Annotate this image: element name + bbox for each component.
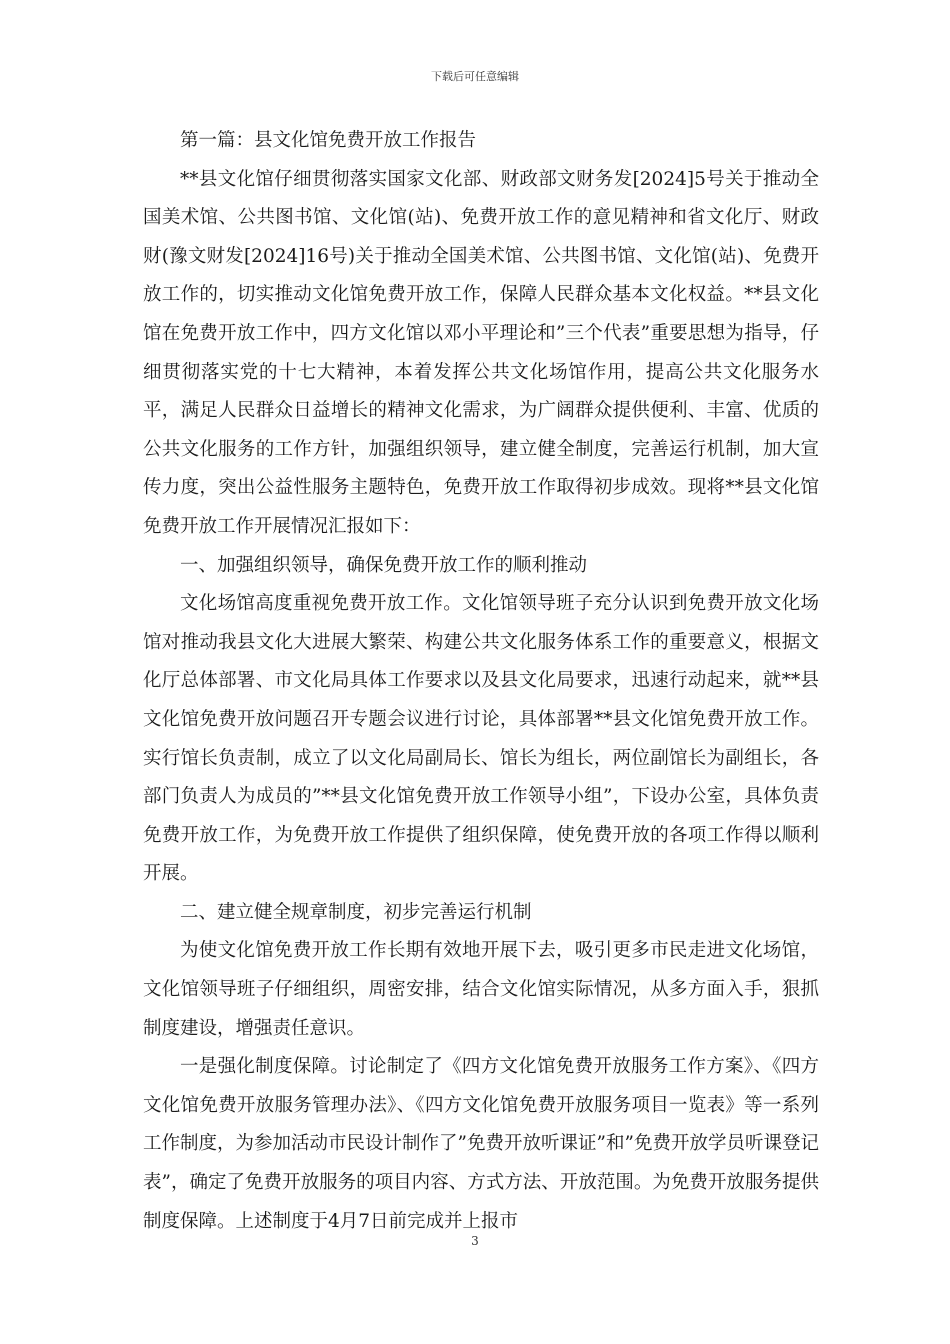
page-number: 3 <box>471 1234 479 1248</box>
paragraph-intro: **县文化馆仔细贯彻落实国家文化部、财政部文财务发[2024]5号关于推动全国美术馆、公共图书馆、文化馆(站)、免费开放工作的意见精神和省文化厅、财政财(豫文财发[2024]16号)关于推动全国美术馆、公共图书馆、文化馆(站)、免费开放工作的，切实推动文化馆免费开放工作，保障人民群众基本文化权益。**县文化馆在免费开放工作中，四方文化馆以邓小平理论和”三个代表”重要思想为指导，仔细贯彻落实党的十七大精神，本着发挥公共文化场馆作用，提高公共文化服务水平，满足人民群众日益增长的精神文化需求，为广阔群众提供便利、丰富、优质的公共文化服务的工作方针，加强组织领导，建立健全制度，完善运行机制，加大宣传力度，突出公益性服务主题特色，免费开放工作取得初步成效。现将**县文化馆免费开放工作开展情况汇报如下： <box>143 168 819 537</box>
section-heading-2: 二、建立健全规章制度，初步完善运行机制 <box>180 901 532 923</box>
page-header: 下载后可任意编辑 <box>431 70 519 83</box>
paragraph-section-1: 文化场馆高度重视免费开放工作。文化馆领导班子充分认识到免费开放文化场馆对推动我县文化大进展大繁荣、构建公共文化服务体系工作的重要意义，根据文化厅总体部署、市文化局具体工作要求以及县文化局要求，迅速行动起来，就**县文化馆免费开放问题召开专题会议进行讨论，具体部署**县文化馆免费开放工作。实行馆长负责制，成立了以文化局副局长、馆长为组长，两位副馆长为副组长，各部门负责人为成员的”**县文化馆免费开放工作领导小组”，下设办公室，具体负责免费开放工作，为免费开放工作提供了组织保障，使免费开放的各项工作得以顺利开展。 <box>143 593 819 885</box>
document-body <box>143 122 819 1241</box>
document-title: 第一篇：县文化馆免费开放工作报告 <box>180 130 477 151</box>
paragraph-section-2: 为使文化馆免费开放工作长期有效地开展下去，吸引更多市民走进文化场馆，文化馆领导班子仔细组织，周密安排，结合文化馆实际情况，从多方面入手，狠抓制度建设，增强责任意识。 <box>143 940 819 1039</box>
section-heading-1: 一、加强组织领导，确保免费开放工作的顺利推动 <box>180 554 588 576</box>
paragraph-system-guarantee: 一是强化制度保障。讨论制定了《四方文化馆免费开放服务工作方案》、《四方文化馆免费开放服务管理办法》、《四方文化馆免费开放服务项目一览表》等一系列工作制度，为参加活动市民设计制作了”免费开放听课证”和”免费开放学员听课登记表”，确定了免费开放服务的项目内容、方式方法、开放范围。为免费开放服务提供制度保障。上述制度于4月7日前完成并上报市 <box>143 1056 819 1232</box>
